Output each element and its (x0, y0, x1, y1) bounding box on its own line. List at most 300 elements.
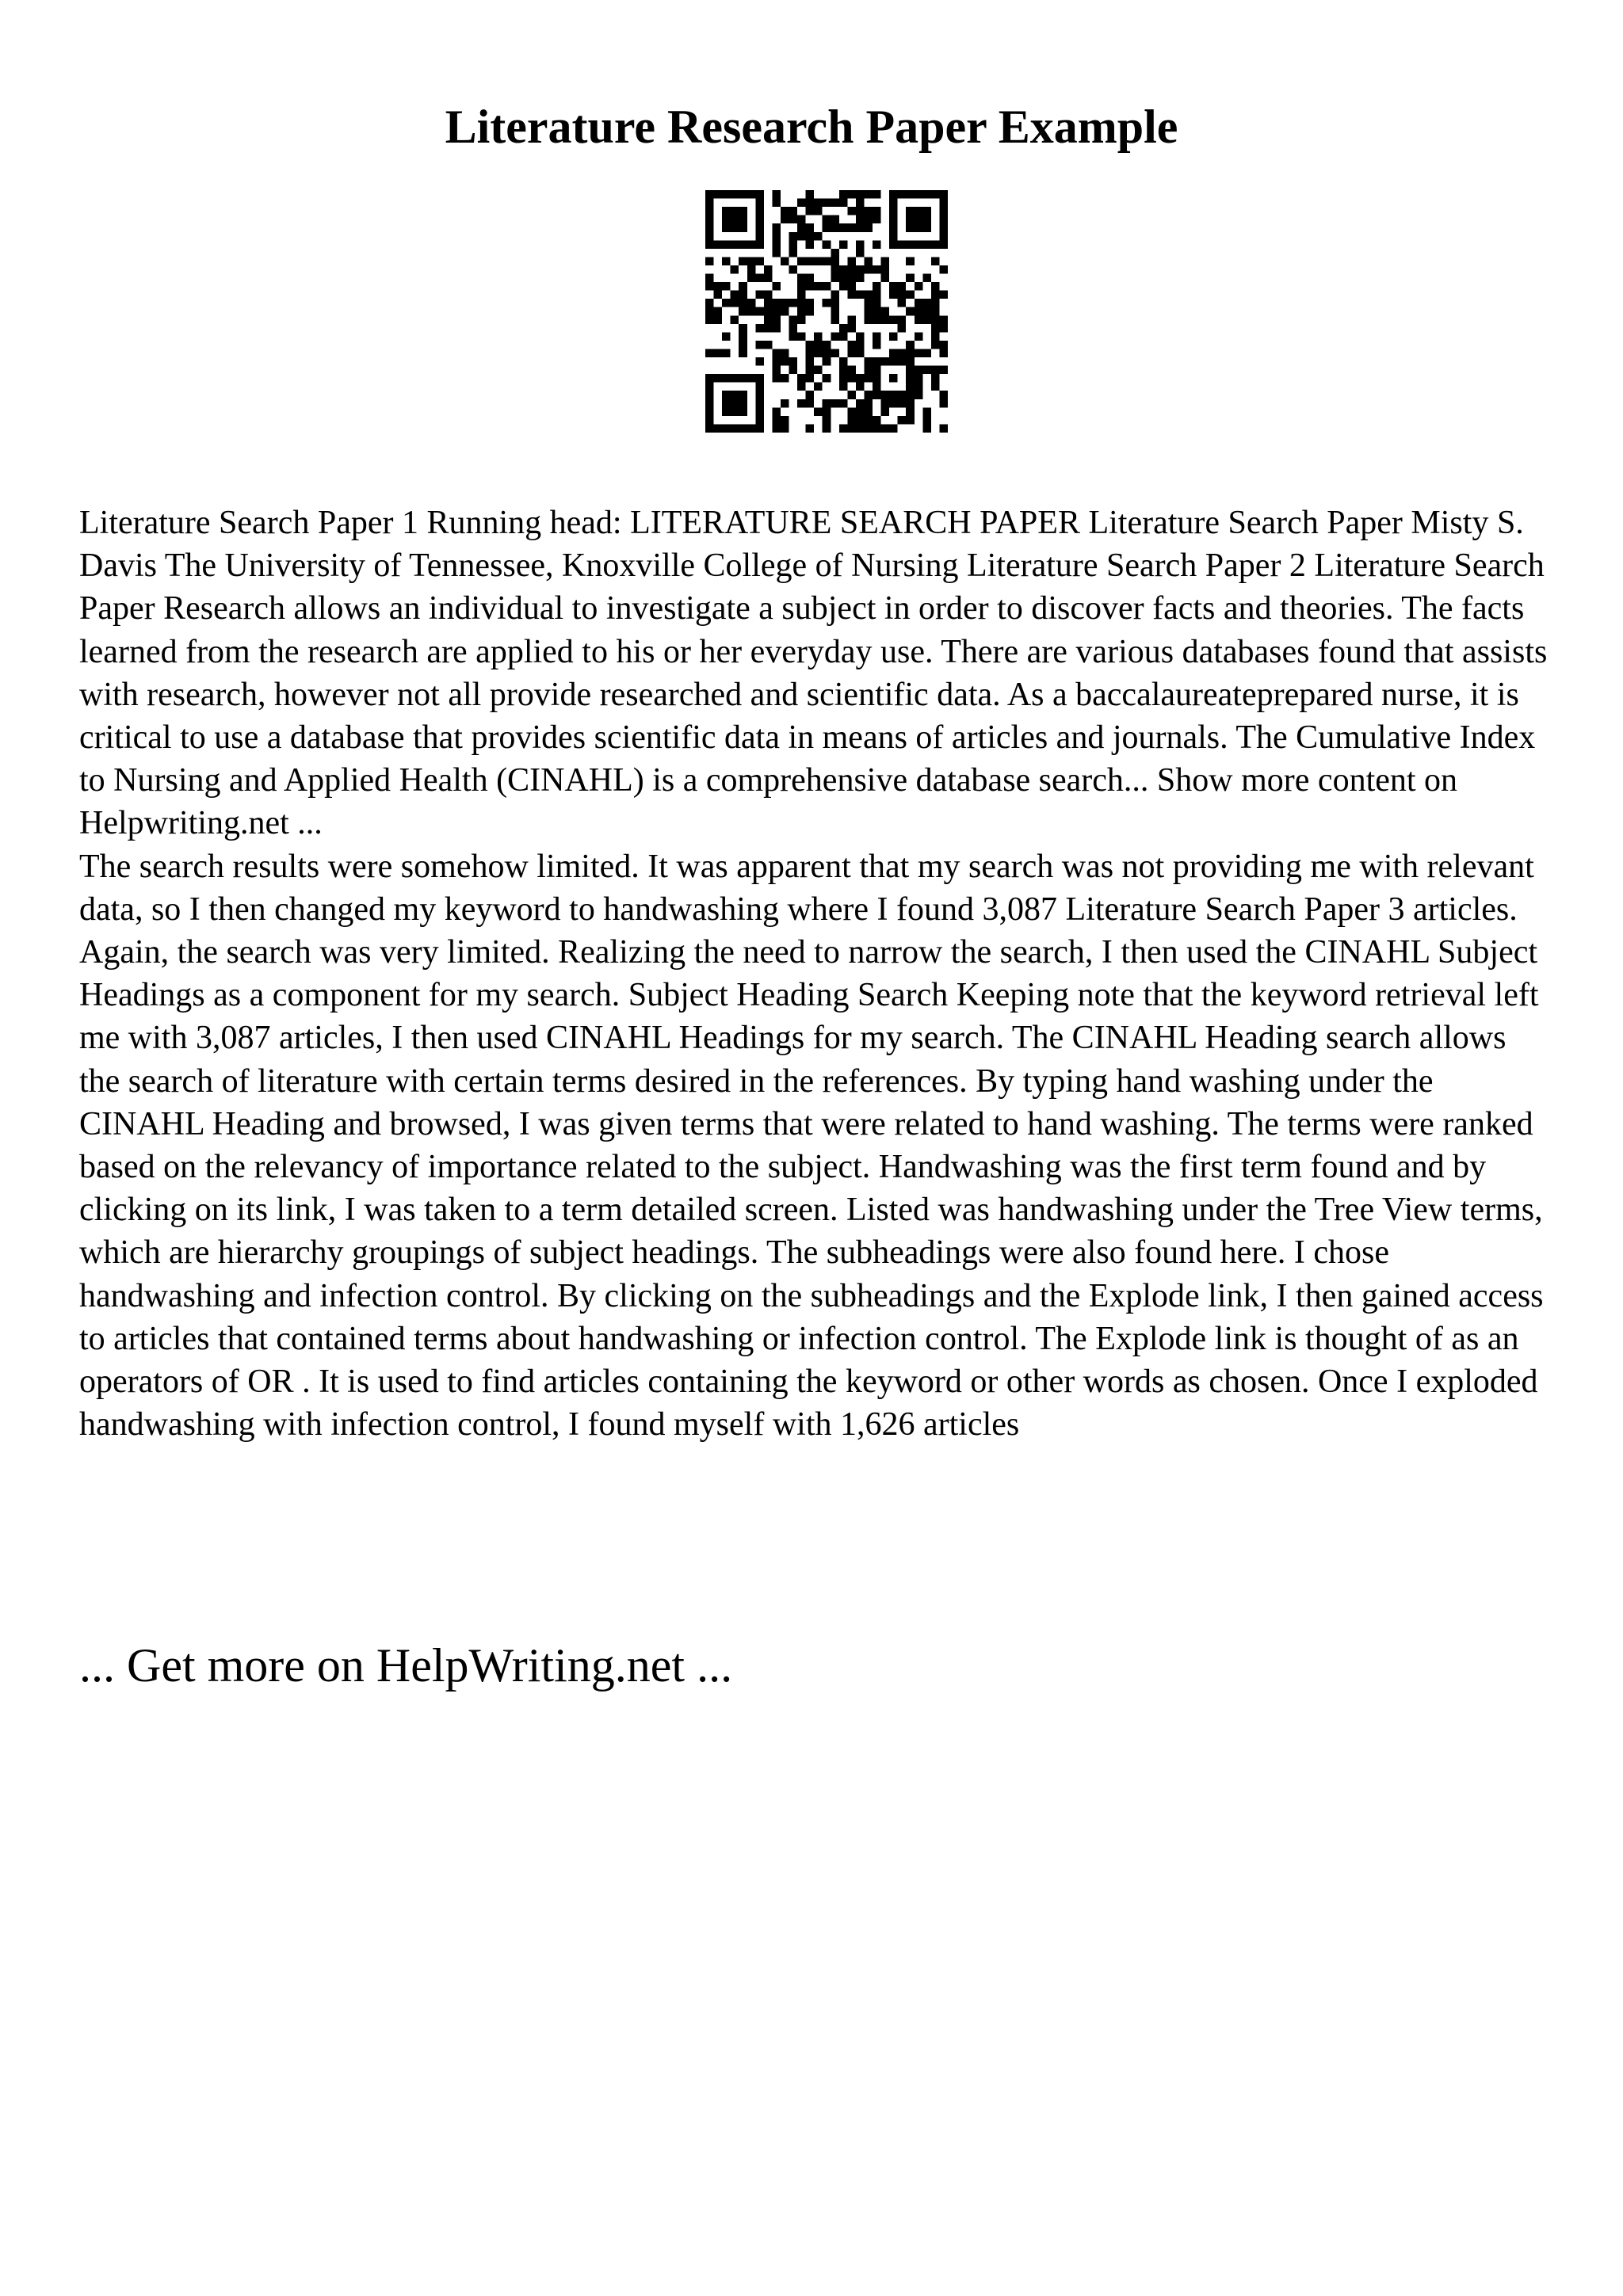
qr-module (823, 282, 831, 291)
qr-module (931, 324, 940, 333)
qr-module (823, 341, 831, 349)
qr-module (856, 399, 865, 408)
qr-module (889, 223, 898, 232)
qr-module (705, 391, 714, 399)
qr-module (823, 407, 831, 416)
qr-module (781, 215, 789, 224)
qr-module (731, 299, 739, 307)
qr-module (806, 366, 815, 375)
qr-module (889, 282, 898, 291)
qr-module (889, 199, 898, 208)
qr-module (847, 282, 856, 291)
qr-module (864, 265, 873, 274)
qr-module (873, 383, 881, 391)
qr-module (739, 257, 747, 265)
qr-module (731, 424, 739, 433)
qr-module (847, 257, 856, 265)
qr-module (839, 383, 848, 391)
qr-module (789, 232, 798, 241)
qr-module (847, 424, 856, 433)
qr-module (931, 282, 940, 291)
qr-module (831, 349, 839, 357)
qr-module (873, 357, 881, 366)
qr-module (705, 299, 714, 307)
qr-module (797, 383, 806, 391)
qr-module (839, 265, 848, 274)
qr-module (856, 374, 865, 383)
qr-module (915, 299, 923, 307)
qr-module (755, 190, 764, 199)
qr-module (906, 391, 915, 399)
qr-module (705, 424, 714, 433)
qr-module (722, 424, 731, 433)
qr-module (806, 223, 815, 232)
qr-module (705, 383, 714, 391)
qr-module (806, 190, 815, 199)
qr-module (847, 190, 856, 199)
qr-module (931, 190, 940, 199)
qr-module (873, 307, 881, 316)
qr-module (814, 383, 823, 391)
qr-module (755, 199, 764, 208)
qr-module (839, 332, 848, 341)
qr-module (906, 341, 915, 349)
qr-module (831, 315, 839, 324)
qr-module (939, 215, 948, 224)
qr-module (939, 341, 948, 349)
qr-module (864, 374, 873, 383)
qr-module (831, 299, 839, 307)
qr-module (864, 223, 873, 232)
qr-module (839, 324, 848, 333)
qr-module (705, 374, 714, 383)
qr-module (755, 232, 764, 241)
qr-module (889, 424, 898, 433)
qr-module (873, 215, 881, 224)
qr-module (873, 341, 881, 349)
qr-module (747, 307, 756, 316)
qr-module (747, 265, 756, 274)
qr-module (772, 299, 781, 307)
qr-module (906, 357, 915, 366)
qr-module (722, 399, 731, 408)
qr-module (856, 223, 865, 232)
qr-module (922, 215, 931, 224)
qr-module (856, 424, 865, 433)
qr-module (814, 282, 823, 291)
qr-module (823, 349, 831, 357)
qr-module (922, 349, 931, 357)
qr-module (722, 282, 731, 291)
qr-module (823, 374, 831, 383)
qr-module (847, 391, 856, 399)
qr-module (764, 341, 773, 349)
page-title: Literature Research Paper Example (445, 101, 1178, 153)
qr-module (831, 399, 839, 408)
qr-module (889, 357, 898, 366)
qr-module (772, 190, 781, 199)
qr-module (889, 399, 898, 408)
qr-module (806, 349, 815, 357)
body-paragraph: Literature Search Paper 1 Running head: LITERATURE SEARCH PAPER Literature Search Paper Misty S. Davis The University of Tennessee, Knoxville College of Nursing Literature Search Paper 2 Literature Search Paper Research allows an individual to investigate a subject in order to discover facts and theories. The facts learned from the research are applied to his or her everyday use. There are various databases found that assists with research, however not all provide researched and scientific data. As a baccalaureateprepared nurse, it is critical to use a database that provides scientific data in means of articles and journals. The Cumulative Index to Nursing and Applied Health (CINAHL) is a comprehensive database search... Show more content on Helpwriting.net ... (79, 505, 1548, 842)
qr-module (898, 240, 907, 249)
qr-module (731, 291, 739, 299)
qr-module (823, 223, 831, 232)
qr-module (856, 383, 865, 391)
qr-module (797, 399, 806, 408)
qr-module (781, 399, 789, 408)
qr-module (823, 416, 831, 425)
qr-module (922, 299, 931, 307)
qr-module (806, 374, 815, 383)
qr-module (889, 315, 898, 324)
qr-module (722, 407, 731, 416)
qr-module (889, 232, 898, 241)
qr-module (856, 207, 865, 215)
qr-module (772, 424, 781, 433)
qr-module (864, 424, 873, 433)
qr-module (722, 332, 731, 341)
qr-module (847, 274, 856, 283)
qr-module (881, 265, 890, 274)
qr-module (939, 391, 948, 399)
qr-module (764, 315, 773, 324)
qr-module (881, 257, 890, 265)
qr-module (755, 391, 764, 399)
qr-module (881, 391, 890, 399)
qr-module (881, 315, 890, 324)
qr-module (747, 274, 756, 283)
qr-module (939, 324, 948, 333)
qr-module (722, 190, 731, 199)
qr-module (772, 407, 781, 416)
qr-module (714, 349, 723, 357)
qr-code-icon (705, 190, 948, 433)
qr-module (847, 265, 856, 274)
qr-module (714, 374, 723, 383)
qr-module (839, 357, 848, 366)
qr-module (797, 374, 806, 383)
qr-module (856, 341, 865, 349)
qr-module (881, 274, 890, 283)
qr-module (856, 190, 865, 199)
qr-module (922, 190, 931, 199)
qr-module (797, 282, 806, 291)
qr-module (922, 240, 931, 249)
qr-module (755, 407, 764, 416)
qr-module (881, 357, 890, 366)
qr-module (823, 357, 831, 366)
qr-module (864, 257, 873, 265)
qr-module (772, 366, 781, 375)
qr-module (831, 291, 839, 299)
qr-module (705, 240, 714, 249)
qr-module (873, 291, 881, 299)
qr-module (731, 374, 739, 383)
qr-module (831, 199, 839, 208)
qr-module (839, 240, 848, 249)
qr-module (839, 223, 848, 232)
qr-module (906, 366, 915, 375)
qr-module (781, 207, 789, 215)
qr-module (831, 307, 839, 316)
qr-module (906, 215, 915, 224)
qr-module (772, 357, 781, 366)
qr-module (739, 190, 747, 199)
qr-module (864, 366, 873, 375)
qr-module (873, 332, 881, 341)
qr-module (831, 332, 839, 341)
qr-module (898, 416, 907, 425)
qr-module (906, 399, 915, 408)
qr-module (797, 223, 806, 232)
qr-module (915, 315, 923, 324)
qr-module (806, 207, 815, 215)
qr-module (705, 349, 714, 357)
qr-module (806, 240, 815, 249)
qr-module (939, 349, 948, 357)
qr-module (873, 190, 881, 199)
qr-module (714, 307, 723, 316)
body-paragraph: The search results were somehow limited. It was apparent that my search was not providing me with relevant data, so I then changed my keyword to handwashing where I found 3,087 Literature Search Paper 3 articles. Again, the search was very limited. Realizing the need to narrow the search, I then used the CINAHL Subject Headings as a component for my search. Subject Heading Search Keeping note that the keyword retrieval left me with 3,087 articles, I then used CINAHL Headings for my search. The CINAHL Heading search allows the search of literature with certain terms desired in the references. By typing hand washing under the CINAHL Heading and browsed, I was given terms that were related to hand washing. The terms were ranked based on the relevancy of importance related to the subject. Handwashing was the first term found and by clicking on its link, I was taken to a term detailed screen. Listed was handwashing under the Tree View terms, which are hierarchy groupings of subject headings. The subheadings were also found here. I chose handwashing and infection control. By clicking on the subheadings and the Explode link, I then gained access to articles that contained terms about handwashing or infection control. The Explode link is thought of as an operators of OR . It is used to find articles containing the keyword or other words as chosen. Once I exploded handwashing with infection control, I found myself with 1,626 articles (79, 848, 1544, 1444)
qr-module (823, 199, 831, 208)
qr-module (797, 299, 806, 307)
qr-module (739, 407, 747, 416)
qr-module (931, 315, 940, 324)
qr-module (806, 232, 815, 241)
qr-module (722, 257, 731, 265)
qr-module (864, 299, 873, 307)
qr-module (731, 399, 739, 408)
qr-module (772, 249, 781, 257)
qr-module (814, 232, 823, 241)
qr-module (906, 383, 915, 391)
qr-module (772, 232, 781, 241)
qr-module (797, 274, 806, 283)
qr-module (831, 257, 839, 265)
qr-module (915, 215, 923, 224)
qr-module (839, 366, 848, 375)
qr-module (906, 207, 915, 215)
qr-module (931, 257, 940, 265)
qr-module (915, 190, 923, 199)
qr-module (789, 265, 798, 274)
qr-module (806, 274, 815, 283)
qr-module (755, 215, 764, 224)
qr-module (731, 407, 739, 416)
qr-module (814, 341, 823, 349)
qr-module (731, 215, 739, 224)
qr-module (755, 374, 764, 383)
qr-module (856, 332, 865, 341)
qr-module (806, 282, 815, 291)
qr-module (889, 207, 898, 215)
qr-module (906, 240, 915, 249)
qr-module (722, 374, 731, 383)
qr-module (814, 257, 823, 265)
qr-module (906, 274, 915, 283)
qr-module (755, 416, 764, 425)
qr-module (731, 223, 739, 232)
qr-module (739, 240, 747, 249)
qr-module (714, 282, 723, 291)
qr-module (898, 282, 907, 291)
qr-module (806, 399, 815, 408)
qr-module (864, 391, 873, 399)
qr-module (755, 207, 764, 215)
qr-module (873, 416, 881, 425)
qr-module (772, 282, 781, 291)
qr-module (856, 215, 865, 224)
qr-module (731, 240, 739, 249)
qr-module (864, 190, 873, 199)
qr-module (915, 366, 923, 375)
qr-module (772, 315, 781, 324)
qr-module (755, 399, 764, 408)
qr-module (839, 190, 848, 199)
qr-module (755, 223, 764, 232)
qr-module (739, 324, 747, 333)
qr-module (722, 391, 731, 399)
qr-module (747, 240, 756, 249)
qr-module (797, 215, 806, 224)
qr-module (755, 324, 764, 333)
qr-module (889, 190, 898, 199)
qr-module (797, 307, 806, 316)
qr-module (873, 424, 881, 433)
qr-module (806, 299, 815, 307)
qr-module (789, 366, 798, 375)
qr-module (797, 232, 806, 241)
qr-module (931, 383, 940, 391)
qr-module (739, 291, 747, 299)
qr-module (705, 223, 714, 232)
qr-module (781, 424, 789, 433)
qr-module (847, 291, 856, 299)
qr-module (814, 199, 823, 208)
qr-module (856, 274, 865, 283)
qr-module (772, 324, 781, 333)
qr-module (781, 307, 789, 316)
get-more-link[interactable]: ... Get more on HelpWriting.net ... (79, 1639, 733, 1691)
qr-module (847, 349, 856, 357)
qr-module (873, 282, 881, 291)
qr-module (731, 190, 739, 199)
qr-module (705, 282, 714, 291)
qr-module (781, 299, 789, 307)
qr-module (906, 223, 915, 232)
qr-module (864, 399, 873, 408)
qr-module (823, 299, 831, 307)
qr-module (915, 374, 923, 383)
qr-module (839, 374, 848, 383)
qr-module (755, 341, 764, 349)
qr-module (856, 407, 865, 416)
qr-module (747, 190, 756, 199)
qr-module (806, 257, 815, 265)
qr-module (747, 257, 756, 265)
qr-module (705, 399, 714, 408)
qr-module (831, 274, 839, 283)
qr-module (797, 315, 806, 324)
qr-module (705, 407, 714, 416)
qr-module (906, 257, 915, 265)
qr-module (898, 357, 907, 366)
qr-module (889, 332, 898, 341)
qr-module (898, 299, 907, 307)
qr-module (939, 315, 948, 324)
qr-module (739, 341, 747, 349)
qr-module (856, 416, 865, 425)
qr-module (772, 223, 781, 232)
qr-module (898, 315, 907, 324)
qr-module (915, 349, 923, 357)
qr-module (705, 215, 714, 224)
qr-module (797, 199, 806, 208)
qr-module (831, 265, 839, 274)
qr-module (915, 391, 923, 399)
qr-module (705, 416, 714, 425)
qr-module (739, 374, 747, 383)
qr-module (714, 424, 723, 433)
qr-module (739, 349, 747, 357)
qr-module (856, 265, 865, 274)
qr-module (939, 265, 948, 274)
qr-module (814, 207, 823, 215)
qr-module (755, 240, 764, 249)
qr-module (755, 274, 764, 283)
qr-module (922, 274, 931, 283)
qr-module (797, 332, 806, 341)
qr-module (847, 223, 856, 232)
qr-module (764, 324, 773, 333)
qr-module (705, 190, 714, 199)
qr-module (772, 199, 781, 208)
qr-module (739, 391, 747, 399)
qr-module (739, 215, 747, 224)
qr-module (864, 307, 873, 316)
qr-module (873, 240, 881, 249)
qr-module (939, 223, 948, 232)
qr-module (939, 207, 948, 215)
qr-module (889, 391, 898, 399)
qr-module (781, 374, 789, 383)
qr-module (939, 232, 948, 241)
qr-module (722, 207, 731, 215)
qr-module (864, 207, 873, 215)
qr-module (864, 416, 873, 425)
qr-module (806, 307, 815, 316)
qr-module (922, 207, 931, 215)
qr-module (714, 315, 723, 324)
qr-module (781, 349, 789, 357)
qr-module (915, 223, 923, 232)
qr-module (739, 299, 747, 307)
qr-module (714, 291, 723, 299)
qr-module (739, 399, 747, 408)
qr-module (931, 374, 940, 383)
qr-module (847, 324, 856, 333)
qr-module (922, 315, 931, 324)
qr-module (915, 307, 923, 316)
qr-module (731, 315, 739, 324)
qr-module (922, 223, 931, 232)
qr-module (856, 349, 865, 357)
qr-module (906, 291, 915, 299)
qr-module (755, 257, 764, 265)
body-text (79, 502, 1553, 1446)
qr-module (856, 291, 865, 299)
